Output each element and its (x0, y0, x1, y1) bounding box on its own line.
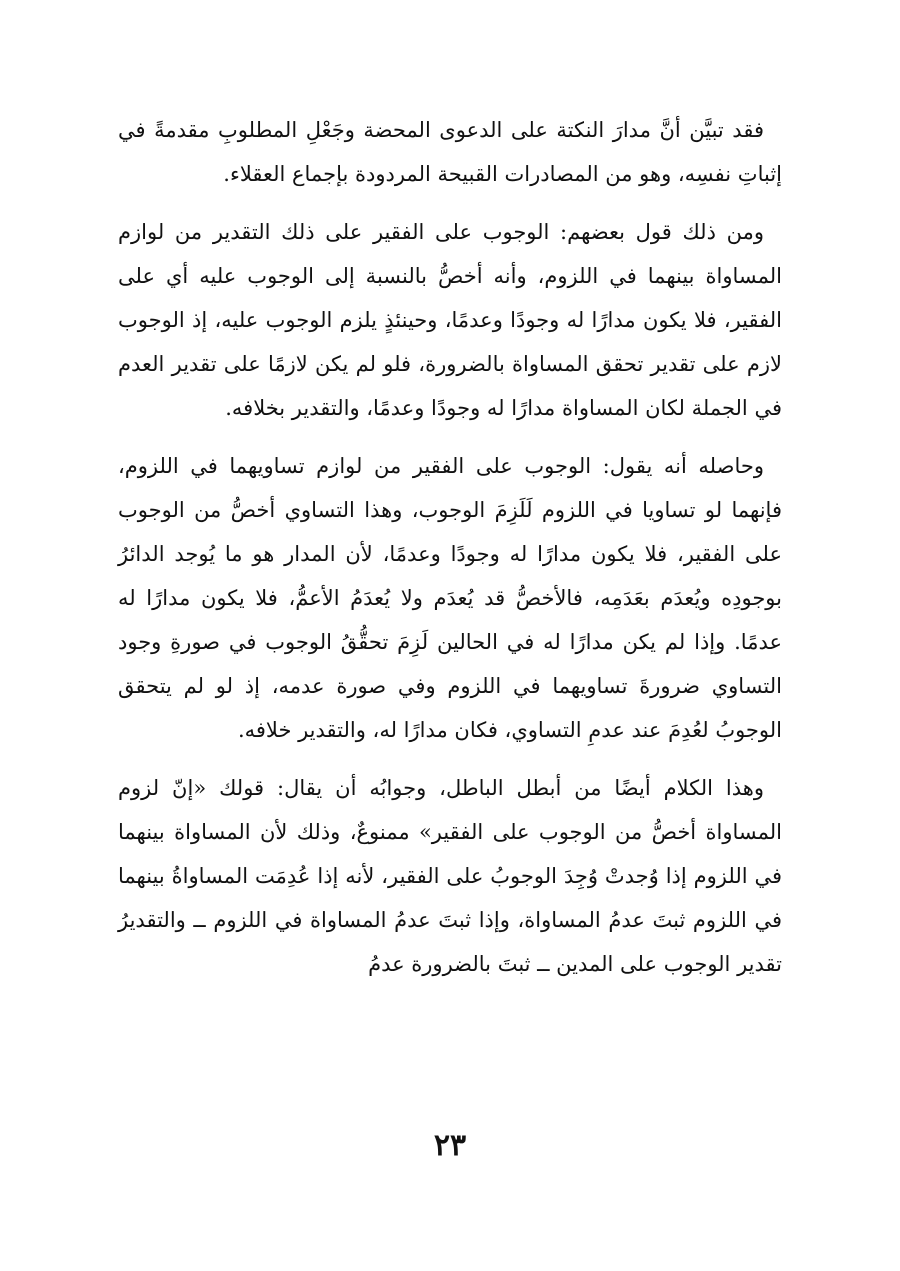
paragraph-3: وحاصله أنه يقول: الوجوب على الفقير من لوازم تساويهما في اللزوم، فإنهما لو تساويا في اللزوم لَلَزِمَ الوجوب، وهذا التساوي أخصُّ من الوجوب على الفقير، فلا يكون مدارًا له وجودًا وعدمًا، لأن المدار هو ما يُوجد الدائرُ بوجودِه ويُعدَم بعَدَمِه، فالأخصُّ قد يُعدَم ولا يُعدَمُ الأعمُّ، فلا يكون مدارًا له عدمًا. وإذا لم يكن مدارًا له في الحالين لَزِمَ تحقُّقُ الوجوب في صورةِ وجود التساوي ضرورةَ تساويهما في اللزوم وفي صورة عدمه، إذ لو لم يتحقق الوجوبُ لعُدِمَ عند عدمِ التساوي، فكان مدارًا له، والتقدير خلافه. (118, 454, 782, 742)
paragraph-2: ومن ذلك قول بعضهم: الوجوب على الفقير على ذلك التقدير من لوازم المساواة بينهما في اللزوم، وأنه أخصُّ بالنسبة إلى الوجوب عليه أي على الفقير، فلا يكون مدارًا له وجودًا وعدمًا، وحينئذٍ يلزم الوجوب عليه، إذ الوجوب لازم على تقدير تحقق المساواة بالضرورة، فلو لم يكن لازمًا على تقدير العدم في الجملة لكان المساواة مدارًا له وجودًا وعدمًا، والتقدير بخلافه. (118, 220, 782, 420)
page-body (118, 108, 782, 1191)
paragraph-1: فقد تبيَّن أنَّ مدارَ النكتة على الدعوى المحضة وجَعْلِ المطلوبِ مقدمةً في إثباتِ نفسِه، وهو من المصادرات القبيحة المردودة بإجماع العقلاء. (118, 118, 782, 186)
paragraph-4: وهذا الكلام أيضًا من أبطل الباطل، وجوابُه أن يقال: قولك «إنّ لزوم المساواة أخصُّ من الوجوب على الفقير» ممنوعٌ، وذلك لأن المساواة بينهما في اللزوم إذا وُجدتْ وُجِدَ الوجوبُ على الفقير، لأنه إذا عُدِمَت المساواةُ بينهما في اللزوم ثبتَ عدمُ المساواة، وإذا ثبتَ عدمُ المساواة في اللزوم ــ والتقديرُ تقدير الوجوب على المدين ــ ثبتَ بالضرورة عدمُ (118, 776, 782, 976)
page-number: ٢٣ (433, 1128, 467, 1163)
